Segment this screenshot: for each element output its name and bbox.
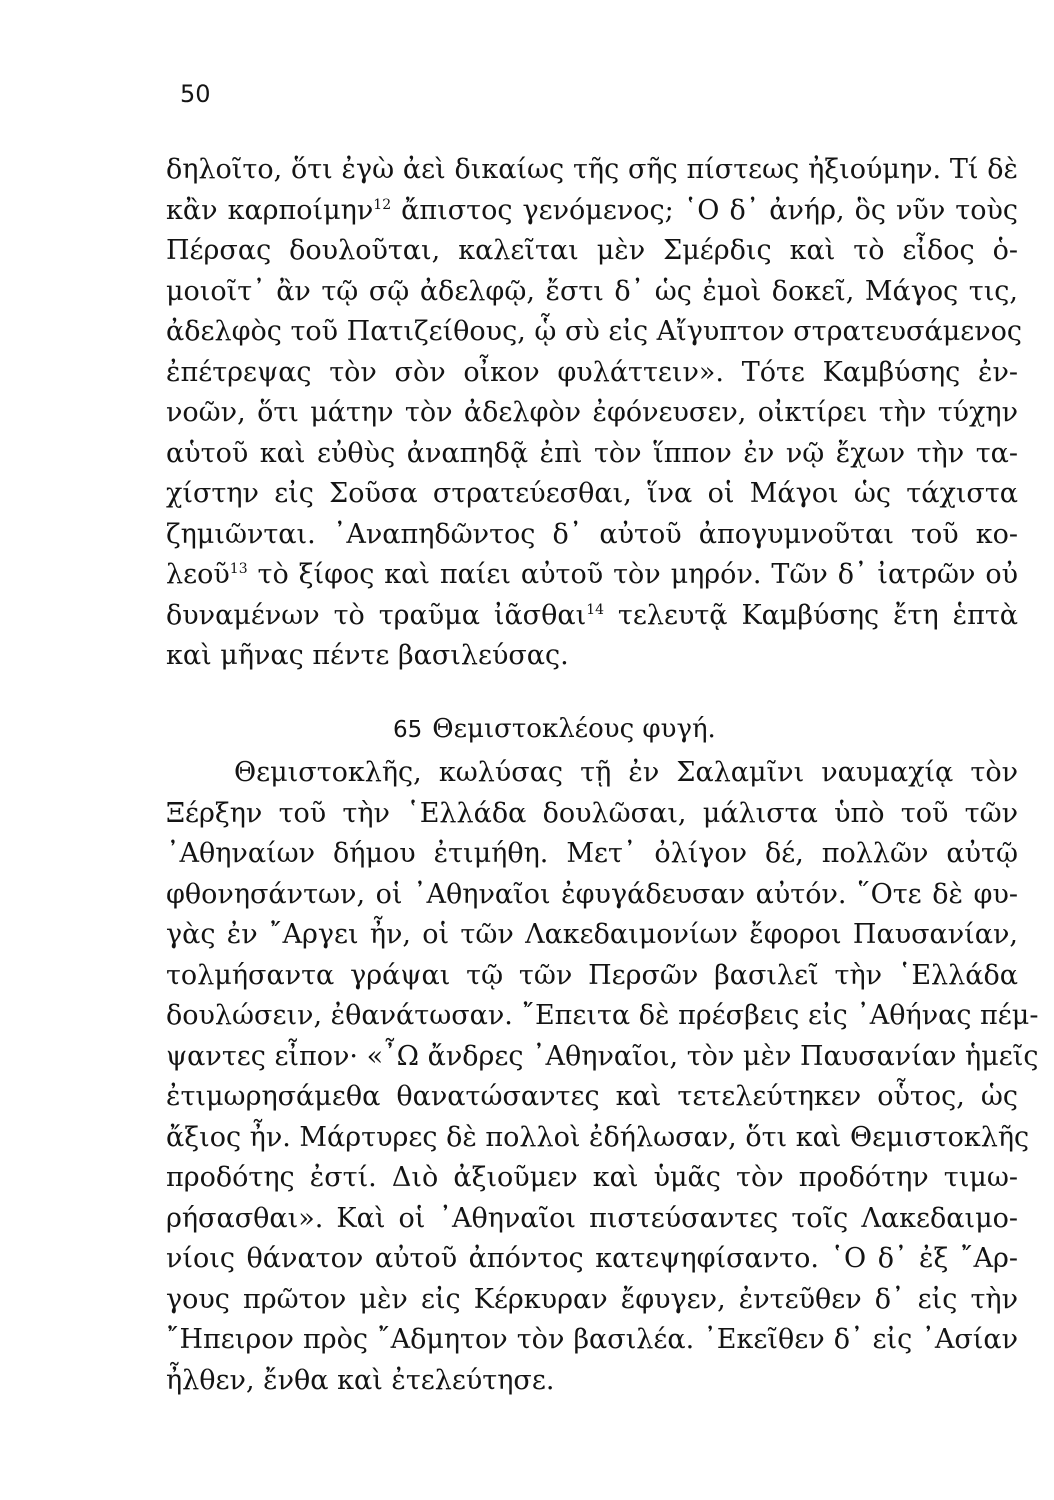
text-line: ᾿Αθηναίων δήμου ἐτιμήθη. Μετ᾽ ὀλίγον δέ, πολλῶν αὐτῷ <box>166 838 1018 869</box>
text-line: ζημιῶνται. ᾿Αναπηδῶντος δ᾽ αὐτοῦ ἀπογυμνοῦται τοῦ κο- <box>166 518 1018 550</box>
text-line: μοιοῖτ᾽ ἂν τῷ σῷ ἀδελφῷ, ἔστι δ᾽ ὡς ἐμοὶ δοκεῖ, Μάγος τις, <box>166 275 1018 307</box>
text-line: ρήσασθαι». Καὶ οἱ ᾿Αθηναῖοι πιστεύσαντες τοῖς Λακεδαιμο- <box>166 1202 1018 1234</box>
text-line: ἦλθεν, ἔνθα καὶ ἐτελεύτησε. <box>166 1364 555 1396</box>
section-heading <box>393 712 716 747</box>
footnote-marker: 13 <box>229 561 248 577</box>
footnote-marker: 12 <box>373 196 392 213</box>
text-line: ψαντες εἶπον· «῏Ω ἄνδρες ᾿Αθηναῖοι, τὸν μὲν Παυσανίαν ἡμεῖς <box>166 1040 1039 1072</box>
text-line: λεοῦ$^{13}$ τὸ ξίφος καὶ παίει αὐτοῦ τὸν μηρόν. Τῶν δ᾽ ἰατρῶν οὐ <box>166 559 1018 590</box>
text-line: ἐτιμωρησάμεθα θανατώσαντες καὶ τετελεύτηκεν οὗτος, ὡς <box>166 1081 1018 1112</box>
section-title: Θεμιστοκλέους φυγή. <box>432 714 716 744</box>
text-line: χίστην εἰς Σοῦσα στρατεύεσθαι, ἵνα οἱ Μάγοι ὡς τάχιστα <box>166 478 1018 509</box>
text-line: τολμήσαντα γράψαι τῷ τῶν Περσῶν βασιλεῖ τὴν ῾Ελλάδα <box>166 959 1018 991</box>
text-line: ἄξιος ἦν. Μάρτυρες δὲ πολλοὶ ἐδήλωσαν, ὅτι καὶ Θεμιστοκλῆς <box>166 1121 1030 1153</box>
text-line: καὶ μῆνας πέντε βασιλεύσας. <box>166 640 569 671</box>
page-number: 50 <box>180 80 211 108</box>
text-line: νοῶν, ὅτι μάτην τὸν ἀδελφὸν ἐφόνευσεν, οἰκτίρει τὴν τύχην <box>166 397 1018 428</box>
paragraph-1 <box>166 150 1023 677</box>
text-line: προδότης ἐστί. Διὸ ἀξιοῦμεν καὶ ὑμᾶς τὸν προδότην τιμω- <box>166 1162 1018 1193</box>
text-line: ἀδελφὸς τοῦ Πατιζείθους, ᾧ σὺ εἰς Αἴγυπτον στρατευσάμενος <box>166 316 1023 347</box>
text-line: αὑτοῦ καὶ εὐθὺς ἀναπηδᾷ ἐπὶ τὸν ἵππον ἐν νῷ ἔχων τὴν τα- <box>166 437 1018 469</box>
footnote-marker: 14 <box>586 601 605 618</box>
section-number: 65 <box>393 717 423 743</box>
text-line: νίοις θάνατον αὐτοῦ ἀπόντος κατεψηφίσαντο. ῾Ο δ᾽ ἐξ ῎Αρ- <box>166 1243 1018 1274</box>
text-line: ἐπέτρεψας τὸν σὸν οἶκον φυλάττειν». Τότε Καμβύσης ἐν- <box>166 356 1018 388</box>
text-line: δυναμένων τὸ τραῦμα ἰᾶσθαι$^{14}$ τελευτᾷ Καμβύσης ἔτη ἑπτὰ <box>166 599 1018 631</box>
text-line: γους πρῶτον μὲν εἰς Κέρκυραν ἔφυγεν, ἐντεῦθεν δ᾽ εἰς τὴν <box>166 1283 1018 1315</box>
text-line: δουλώσειν, ἐθανάτωσαν. ῎Επειτα δὲ πρέσβεις εἰς ᾿Αθήνας πέμ- <box>166 1000 1039 1031</box>
paragraph-2 <box>166 753 1039 1401</box>
text-line: Θεμιστοκλῆς, κωλύσας τῇ ἐν Σαλαμῖνι ναυμαχίᾳ τὸν <box>234 757 1018 788</box>
text-line: Πέρσας δουλοῦται, καλεῖται μὲν Σμέρδις καὶ τὸ εἶδος ὁ- <box>166 235 1018 266</box>
text-line: ῎Ηπειρον πρὸς ῎Αδμητον τὸν βασιλέα. ᾿Εκεῖθεν δ᾽ εἰς ᾿Ασίαν <box>166 1324 1018 1355</box>
text-line: φθονησάντων, οἱ ᾿Αθηναῖοι ἐφυγάδευσαν αὐτόν. ῞Οτε δὲ φυ- <box>166 878 1018 910</box>
text-line: κἂν καρποίμην$^{12}$ ἄπιστος γενόμενος; ῾Ο δ᾽ ἀνήρ, ὃς νῦν τοὺς <box>166 194 1019 226</box>
text-line: Ξέρξην τοῦ τὴν ῾Ελλάδα δουλῶσαι, μάλιστα ὑπὸ τοῦ τῶν <box>166 797 1018 829</box>
text-line: γὰς ἐν ῎Αργει ἦν, οἱ τῶν Λακεδαιμονίων ἔφοροι Παυσανίαν, <box>166 919 1018 950</box>
text-line: δηλοῖτο, ὅτι ἐγὼ ἀεὶ δικαίως τῆς σῆς πίστεως ἠξιούμην. Τί δὲ <box>166 154 1018 185</box>
